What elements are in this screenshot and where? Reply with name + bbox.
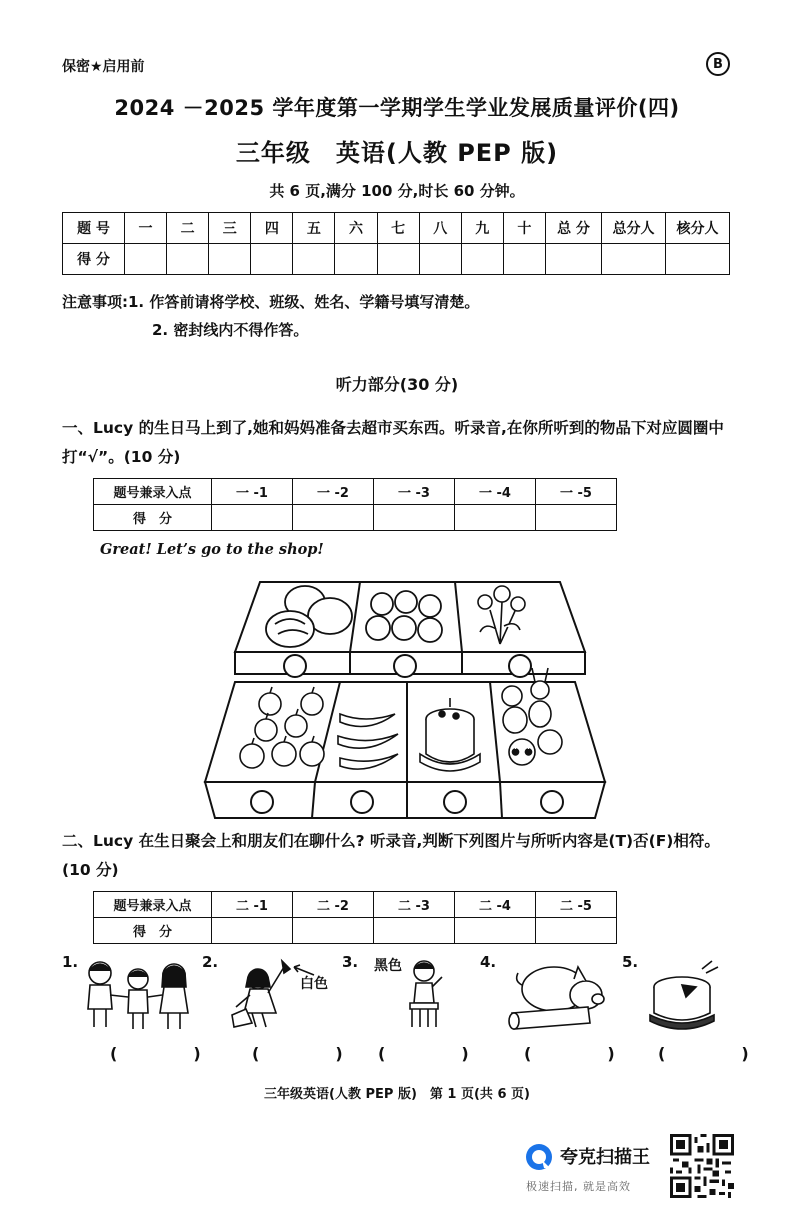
q2-header-cell: 二 -3	[374, 892, 455, 918]
answer-circle[interactable]	[509, 655, 531, 677]
pig-picture	[508, 957, 610, 1031]
q1-header-cell: 一 -2	[293, 479, 374, 505]
answer-circle[interactable]	[541, 791, 563, 813]
exam-title: 2024 －2025 学年度第一学期学生学业发展质量评价(四)	[114, 96, 680, 120]
score-header-cell: 题 号	[63, 213, 125, 244]
score-input-cell[interactable]	[293, 244, 335, 275]
q1-table-score-row	[94, 505, 617, 531]
q2-header-cell: 二 -5	[536, 892, 617, 918]
supermarket-shelf-illustration	[200, 574, 610, 824]
score-input-cell[interactable]	[602, 244, 666, 275]
q1-header-cell: 一 -4	[455, 479, 536, 505]
q2-table-score-row	[94, 918, 617, 944]
score-header-cell: 一	[125, 213, 167, 244]
qr-code-icon	[670, 1134, 734, 1198]
q1-score-label: 得 分	[94, 505, 212, 531]
scanner-slogan: 极速扫描, 就是高效	[526, 1180, 631, 1193]
picture-number: 5.	[622, 953, 639, 971]
shop-line: Great! Let’s go to the shop!	[100, 541, 324, 558]
score-header-cell: 七	[377, 213, 419, 244]
arrow-icon	[288, 961, 318, 981]
score-header-cell: 十	[503, 213, 545, 244]
score-input-cell[interactable]	[251, 244, 293, 275]
q1-header-cell: 一 -3	[374, 479, 455, 505]
q1-header-cell: 一 -1	[212, 479, 293, 505]
score-input-cell[interactable]	[546, 244, 602, 275]
version-badge: B	[706, 52, 730, 76]
question-2-text: 二、Lucy 在生日聚会上和朋友们在聊什么? 听录音,判断下列图片与所听内容是(T)否(F)相符。(10 分)	[62, 832, 720, 879]
scanner-name: 夸克扫描王	[560, 1147, 650, 1168]
score-input-cell[interactable]	[167, 244, 209, 275]
score-header-cell: 三	[209, 213, 251, 244]
score-header-cell: 五	[293, 213, 335, 244]
flower-icon	[478, 586, 525, 644]
score-table-score-row	[63, 244, 730, 275]
score-input-cell[interactable]	[461, 244, 503, 275]
sitting-child-picture	[400, 957, 450, 1031]
answer-circle[interactable]	[251, 791, 273, 813]
picture-number: 1.	[62, 953, 79, 971]
score-header-cell: 四	[251, 213, 293, 244]
watermelon-icon	[266, 586, 352, 647]
answer-parentheses[interactable]: ( )	[378, 1044, 499, 1063]
q2-header-cell: 二 -2	[293, 892, 374, 918]
q1-header-cell: 一 -5	[536, 479, 617, 505]
notice-line-2: 2. 密封线内不得作答。	[152, 321, 309, 339]
question-1-score-table	[93, 478, 617, 531]
notice-line-1: 注意事项:1. 作答前请将学校、班级、姓名、学籍号填写清楚。	[62, 293, 480, 311]
question-2-score-table	[93, 891, 617, 944]
q1-header-cell: 题号兼录入点	[94, 479, 212, 505]
confidential-label: 保密★启用前	[62, 59, 145, 75]
exam-info: 共 6 页,满分 100 分,时长 60 分钟。	[269, 182, 525, 200]
scanner-logo-icon	[524, 1142, 554, 1172]
q2-score-cell[interactable]	[536, 918, 617, 944]
q2-table-header-row	[94, 892, 617, 918]
q1-score-cell[interactable]	[536, 505, 617, 531]
answer-circle[interactable]	[444, 791, 466, 813]
notice	[62, 288, 479, 344]
page-footer: 三年级英语(人教 PEP 版) 第 1 页(共 6 页)	[264, 1087, 530, 1102]
q1-score-cell[interactable]	[293, 505, 374, 531]
question-1-text: 一、Lucy 的生日马上到了,她和妈妈准备去超市买东西。听录音,在你所听到的物品下对应圆圈中打“√”。(10 分)	[62, 419, 724, 466]
answer-circle[interactable]	[284, 655, 306, 677]
banana-icon	[338, 714, 398, 769]
q2-header-cell: 题号兼录入点	[94, 892, 212, 918]
score-header-cell: 九	[461, 213, 503, 244]
score-header-cell: 总 分	[546, 213, 602, 244]
q2-score-cell[interactable]	[455, 918, 536, 944]
answer-parentheses[interactable]: ( )	[658, 1044, 779, 1063]
listening-section-heading: 听力部分(30 分)	[335, 375, 459, 394]
q2-header-cell: 二 -4	[455, 892, 536, 918]
q2-score-cell[interactable]	[212, 918, 293, 944]
score-input-cell[interactable]	[419, 244, 461, 275]
q2-score-label: 得 分	[94, 918, 212, 944]
q2-score-cell[interactable]	[293, 918, 374, 944]
answer-parentheses[interactable]: ( )	[110, 1044, 231, 1063]
picture-number: 4.	[480, 953, 497, 971]
answer-parentheses[interactable]: ( )	[524, 1044, 645, 1063]
picture-number: 3.	[342, 953, 359, 971]
answer-parentheses[interactable]: ( )	[252, 1044, 373, 1063]
answer-circle[interactable]	[351, 791, 373, 813]
q1-score-cell[interactable]	[455, 505, 536, 531]
score-header-cell: 总分人	[602, 213, 666, 244]
exam-subtitle: 三年级 英语(人教 PEP 版)	[235, 139, 559, 167]
score-input-cell[interactable]	[666, 244, 730, 275]
question-2-pictures	[0, 953, 794, 1063]
score-header-cell: 二	[167, 213, 209, 244]
q2-header-cell: 二 -1	[212, 892, 293, 918]
picture-number: 2.	[202, 953, 219, 971]
score-input-cell[interactable]	[377, 244, 419, 275]
score-header-cell: 八	[419, 213, 461, 244]
score-header-cell: 六	[335, 213, 377, 244]
white-color-label: 白色	[300, 976, 328, 992]
cake-icon	[420, 698, 480, 771]
score-input-cell[interactable]	[125, 244, 167, 275]
score-table	[62, 212, 730, 275]
q1-score-cell[interactable]	[212, 505, 293, 531]
birthday-cake-picture	[646, 957, 726, 1031]
black-color-label: 黑色	[374, 958, 402, 974]
q2-score-cell[interactable]	[374, 918, 455, 944]
score-input-cell[interactable]	[503, 244, 545, 275]
score-input-cell[interactable]	[209, 244, 251, 275]
apple-icon	[240, 687, 324, 768]
q1-table-header-row	[94, 479, 617, 505]
answer-circle[interactable]	[394, 655, 416, 677]
q1-score-cell[interactable]	[374, 505, 455, 531]
score-header-cell: 核分人	[666, 213, 730, 244]
score-table-header-row	[63, 213, 730, 244]
score-label-cell: 得 分	[63, 244, 125, 275]
greeting-friends-picture	[80, 957, 192, 1031]
orange-icon	[366, 591, 442, 642]
score-input-cell[interactable]	[335, 244, 377, 275]
